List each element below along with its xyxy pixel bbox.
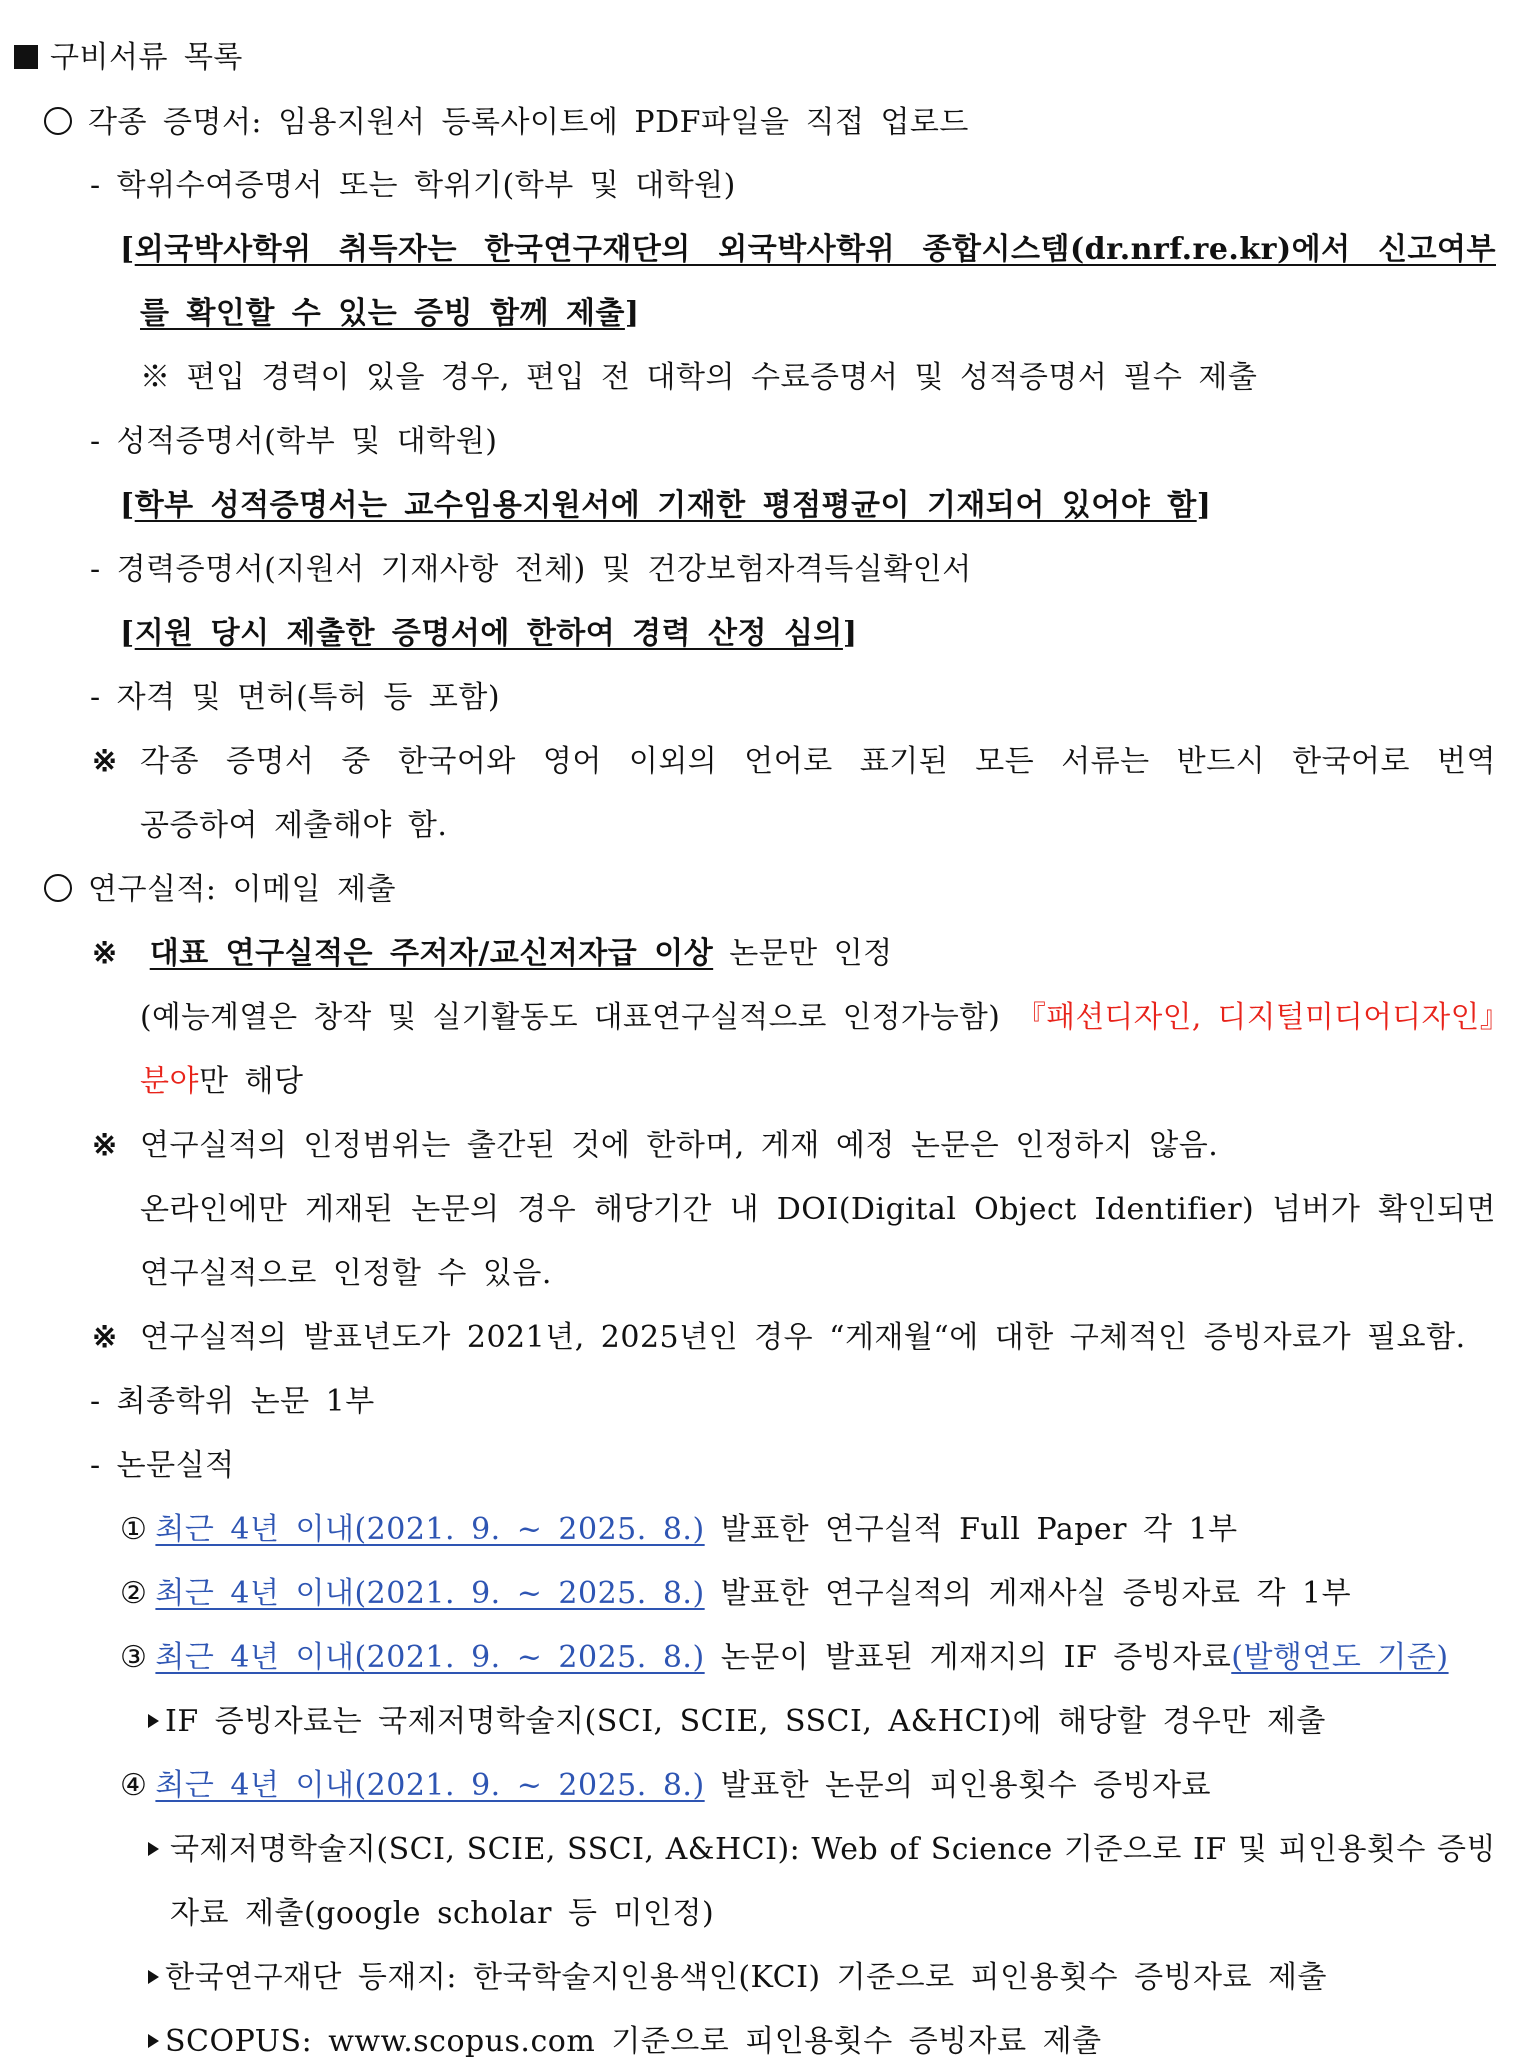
scope-mark: ※ xyxy=(92,1128,118,1163)
translation-note-line2: 공증하여 제출해야 함. xyxy=(140,808,448,843)
career-note: [지원 당시 제출한 증명서에 한하여 경력 산정 심의] xyxy=(120,616,858,651)
item-career: - 경력증명서(지원서 기재사항 전체) 및 건강보험자격득실확인서 xyxy=(90,552,972,587)
item-license: - 자격 및 면허(특허 등 포함) xyxy=(90,680,501,715)
cite-intl-line1: 국제저명학술지(SCI, SCIE, SSCI, A&HCI): Web of Science 기준으로 IF 및 피인용횟수 증빙 xyxy=(170,1832,1496,1867)
translation-note-line1: 각종 증명서 중 한국어와 영어 이외의 언어로 표기된 모든 서류는 반드시 한국어로 번역 xyxy=(140,744,1496,779)
representative-note: ※ 대표 연구실적은 주저자/교신저자급 이상 논문만 인정 xyxy=(92,936,893,971)
if-note: IF 증빙자료는 국제저명학술지(SCI, SCIE, SSCI, A&HCI)에 해당할 경우만 제출 xyxy=(148,1702,1326,1742)
arts-note-line1: (예능계열은 창작 및 실기활동도 대표연구실적으로 인정가능함) 『패션디자인, 디지털미디어디자인』 xyxy=(140,1000,1510,1035)
transcript-note: [학부 성적증명서는 교수임용지원서에 기재한 평점평균이 기재되어 있어야 함] xyxy=(120,488,1212,523)
cite-scopus: SCOPUS: www.scopus.com 기준으로 피인용횟수 증빙자료 제출 xyxy=(148,2022,1102,2062)
paper-item-4: ④ 최근 4년 이내(2021. 9. ~ 2025. 8.) 발표한 논문의 피인용횟수 증빙자료 xyxy=(120,1768,1212,1803)
triangle-bullet-icon xyxy=(148,1970,159,1984)
item-final-thesis: - 최종학위 논문 1부 xyxy=(90,1384,375,1419)
document-title: 구비서류 목록 xyxy=(14,38,243,78)
translation-mark: ※ xyxy=(92,744,118,779)
triangle-bullet-icon xyxy=(148,1714,159,1728)
cite-kci: 한국연구재단 등재지: 한국학술지인용색인(KCI) 기준으로 피인용횟수 증빙자료 제출 xyxy=(148,1958,1327,1998)
scope-note-line2: 온라인에만 게재된 논문의 경우 해당기간 내 DOI(Digital Object Identifier) 넘버가 확인되면 xyxy=(140,1192,1496,1227)
cite-intl-line2: 자료 제출(google scholar 등 미인정) xyxy=(170,1896,715,1931)
triangle-bullet-icon xyxy=(148,2034,159,2048)
circle-bullet-icon xyxy=(44,874,72,902)
triangle-bullet-icon xyxy=(148,1842,159,1856)
degree-note-line2: 를 확인할 수 있는 증빙 함께 제출] xyxy=(140,296,640,331)
scope-note-line3: 연구실적으로 인정할 수 있음. xyxy=(140,1256,552,1291)
circle-bullet-icon xyxy=(44,107,72,135)
item-papers: - 논문실적 xyxy=(90,1448,235,1483)
cite-intl-bullet xyxy=(148,1830,165,1870)
year-mark: ※ xyxy=(92,1320,118,1355)
transfer-note: ※ 편입 경력이 있을 경우, 편입 전 대학의 수료증명서 및 성적증명서 필수 제출 xyxy=(140,360,1258,395)
scope-note-line1: 연구실적의 인정범위는 출간된 것에 한하며, 게재 예정 논문은 인정하지 않음. xyxy=(140,1128,1219,1163)
degree-note-line1: [외국박사학위 취득자는 한국연구재단의 외국박사학위 종합시스템(dr.nrf.re.kr)에서 신고여부 xyxy=(120,232,1496,267)
black-square-bullet-icon xyxy=(14,45,38,69)
year-note: 연구실적의 발표년도가 2021년, 2025년인 경우 “게재월“에 대한 구체적인 증빙자료가 필요함. xyxy=(140,1320,1466,1355)
paper-item-1: ① 최근 4년 이내(2021. 9. ~ 2025. 8.) 발표한 연구실적 Full Paper 각 1부 xyxy=(120,1512,1238,1547)
item-transcript: - 성적증명서(학부 및 대학원) xyxy=(90,424,498,459)
paper-item-2: ② 최근 4년 이내(2021. 9. ~ 2025. 8.) 발표한 연구실적의 게재사실 증빙자료 각 1부 xyxy=(120,1576,1352,1611)
arts-note-line2: 분야만 해당 xyxy=(140,1064,304,1099)
item-degree: - 학위수여증명서 또는 학위기(학부 및 대학원) xyxy=(90,168,736,203)
paper-item-3: ③ 최근 4년 이내(2021. 9. ~ 2025. 8.) 논문이 발표된 게재지의 IF 증빙자료(발행연도 기준) xyxy=(120,1640,1449,1675)
section-heading-certificates: 각종 증명서: 임용지원서 등록사이트에 PDF파일을 직접 업로드 xyxy=(44,103,969,143)
section-heading-research: 연구실적: 이메일 제출 xyxy=(44,870,396,910)
